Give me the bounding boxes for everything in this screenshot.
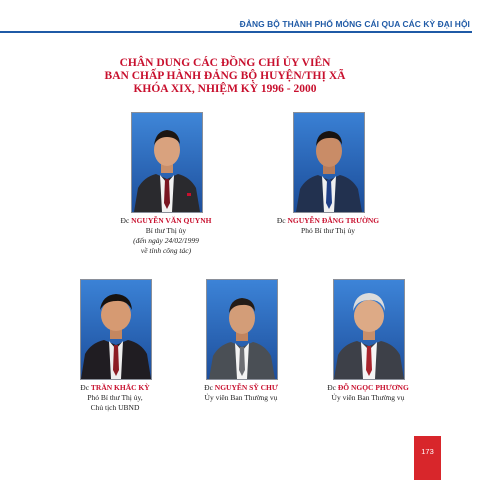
page-number-tab: [414, 436, 441, 480]
portrait-photo-1: [131, 112, 203, 213]
member-2-role: Phó Bí thư Thị ủy: [301, 226, 355, 235]
member-2-name-line: [258, 216, 398, 226]
member-caption-4: [181, 383, 301, 403]
portrait-5-image: [334, 280, 404, 379]
running-header: [0, 17, 480, 43]
member-2-prefix: Đc: [276, 216, 286, 225]
running-header-title: ĐẢNG BỘ THÀNH PHỐ MÓNG CÁI QUA CÁC KỲ ĐẠI HỘI: [239, 19, 470, 29]
portrait-1-image: [132, 113, 202, 212]
member-5-name: ĐỖ NGỌC PHƯƠNG: [337, 383, 409, 392]
page-title-line-1: CHÂN DUNG CÁC ĐỒNG CHÍ ỦY VIÊN: [119, 57, 331, 69]
page-title-line-3: KHÓA XIX, NHIỆM KỲ 1996 - 2000: [133, 83, 317, 95]
member-2-name: NGUYỄN ĐĂNG TRƯỜNG: [287, 216, 380, 225]
portrait-2-image: [294, 113, 364, 212]
member-1-role: Bí thư Thị ủy: [145, 226, 187, 235]
member-4-name: NGUYỄN SỸ CHƯ: [214, 383, 278, 392]
member-5-prefix: Đc: [327, 383, 336, 392]
member-caption-5: [308, 383, 428, 403]
member-1-name-line: [96, 216, 236, 226]
member-1-note-line-1: (đến ngày 24/02/1999: [133, 236, 199, 245]
member-3-prefix: Đc: [80, 383, 90, 392]
member-3-role-line-2: Chủ tịch UBND: [90, 403, 140, 412]
member-1-name: NGUYỄN VĂN QUYNH: [131, 216, 212, 225]
portrait-photo-5: [333, 279, 405, 380]
page-title-line-2: BAN CHẤP HÀNH ĐẢNG BỘ HUYỆN/THỊ XÃ: [104, 70, 346, 82]
member-3-name: TRẦN KHẮC KỲ: [90, 383, 150, 392]
member-4-prefix: Đc: [204, 383, 213, 392]
portrait-3-image: [81, 280, 151, 379]
portrait-photo-3: [80, 279, 152, 380]
member-caption-1: [96, 216, 236, 256]
portrait-photo-2: [293, 112, 365, 213]
member-1-note-line-2: về tỉnh công tác): [140, 246, 192, 255]
portrait-photo-4: [206, 279, 278, 380]
portrait-4-image: [207, 280, 277, 379]
member-4-name-line: [181, 383, 301, 393]
member-5-name-line: [308, 383, 428, 393]
member-5-role: Ủy viên Ban Thường vụ: [331, 393, 405, 402]
member-4-role: Ủy viên Ban Thường vụ: [204, 393, 278, 402]
member-caption-2: [258, 216, 398, 236]
member-1-prefix: Đc: [120, 216, 130, 225]
member-3-name-line: [55, 383, 175, 393]
page-number: 173: [421, 447, 434, 456]
header-rule: [0, 31, 472, 33]
member-caption-3: [55, 383, 175, 413]
member-3-role: Phó Bí thư Thị ủy,: [87, 393, 143, 402]
